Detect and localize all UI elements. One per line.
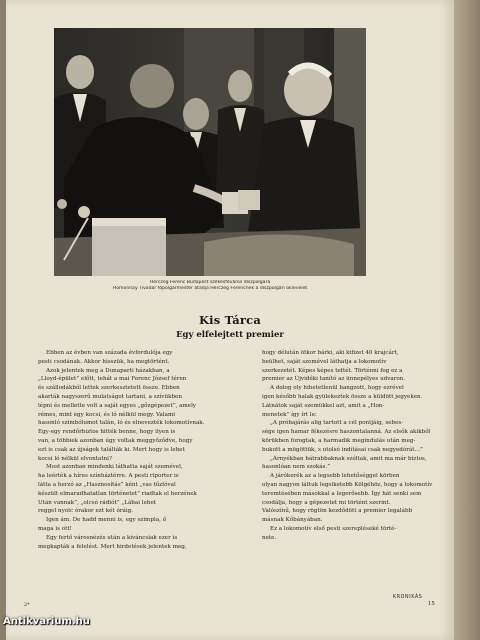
author-signature: KRONIKÁS [393,595,423,600]
text-line: Látnátok saját szemükkel azt, amit a „Hon- [262,402,385,409]
text-line: hasonló szimbólumot talán, ló és elnevezték lokomotívnak. [38,420,205,427]
article-column-right [262,349,440,543]
text-line: Után vannak”, „olcsó rádiót” „Lábai lehet [38,499,157,506]
text-line: Most azonban mindenki láthatta saját szemével, [46,464,183,471]
text-line: sége igen hamar fékezésre haszontalanná. Az elsők akikből [262,429,431,436]
text-line: nete. [262,534,277,541]
text-line: teremtésében másokkal a legerősebb. Így hát senki sem [262,490,422,497]
text-line: Ez a lokomotív első pesti szerepléseké törté- [270,525,397,532]
text-line: reggel nyolc órakor ezt két óráig. [38,508,133,515]
text-line: Egy fertő városnézés után a kiváncsiak ezer is [46,534,178,541]
text-line: A dolog oly hihetetlenül hangzott, hogy ezrével [270,385,404,392]
text-line: beülhet, saját szemével láthatja a lokomotív [262,358,387,365]
text-line: körükben forogtak, a harmadik megindulás után meg- [262,437,416,444]
article-heading: Kis Tárca [198,313,262,327]
text-line: kocsi ló nélkül elvontatni? [38,455,112,462]
text-line: csodálja, hogy a gépezetet mi történt szerint. [262,499,391,506]
text-line: „A próbajárás alig tartott a cél pontjáig, sebes- [270,420,404,427]
text-line: ezt is csak az újságok találták ki. Mert hogy is lehet [38,446,185,453]
text-line: hasonlóan nem szokás.” [262,464,331,471]
text-line: A járókerék az a legsebb lehetőséggel körben [270,473,400,480]
article-column-left [38,349,216,551]
photo-caption [54,280,366,292]
text-line: megkapták a felelést. Mert hirdetések jelentek meg, [38,543,187,550]
text-line: van, a többiek azonban úgy voltak meggyőződve, hogy [38,437,193,444]
text-line: hogy délután ötkor bárki, aki kifizet 40 krajcárt, [262,350,399,356]
text-line: premier az Újvidéki tanító az ünnepélyes udvaron. [262,376,406,383]
text-line: „Árnyékban bátrabbaknak szóltak, amit ma már biztos, [270,455,427,462]
text-line: készült elmaradhatatlan történetet” riadtak el herzének [38,490,197,497]
text-line: lépni és mellette volt a saját egyes „gőzgépezet”, amely [38,402,197,409]
text-line: olyan nagyon láttuk legsiketebb Kölgéhöz, hogy a lokomotív [262,481,433,488]
magazine-page [6,0,454,640]
page-mark-left: 2* [24,602,30,608]
text-line: szerkezetét. Képes képes tettét. Történni fog ez a [262,367,403,374]
text-line: rémes, mint egy kocsi, és ló nélkül megy. Valami [38,411,176,418]
text-line: akarták nagyszerű mulatságot tartani, a szívükben [38,393,182,400]
caption-line-2: Homonnay Tivadar főpolgármester átadja Herczeg Ferencnek a díszpolgári oklevelet [112,286,308,291]
text-line: igen később halak gyülekeztek össze a küldött jegyeken. [262,393,423,400]
text-line: ha leérték a híres színháztérre. A pesti riporter is [38,473,179,480]
text-line: látta a herzó az „Hasznosítás” ként „vas tűzlóval [38,481,176,488]
watermark: Antikvarium.hu [3,616,90,627]
photo-illustration [54,28,366,276]
text-line: másnak Kőbányában. [262,517,323,524]
text-line: Valószínű, hogy rögtön kezdődött a premier legalább [262,508,413,515]
text-line: pesti csodának. Akkor hisszük, ha megtörtént. [38,358,170,365]
news-photo [54,28,366,276]
article-subheading: Egy elfelejtett premier [176,330,284,340]
page-number: 15 [428,601,435,607]
text-line: Igen ám. De hadd menni is, egy szimpla, ő [46,517,167,524]
text-line: Ebben az évben van százada évfordulója egy [46,350,173,356]
caption-line-1: Herczeg Ferenc Budapest székesfőváros díszpolgára [149,280,271,285]
text-line: bukott a mögöttük, s utolsó indításai csak negyedórát…” [262,446,423,453]
page-edge [454,0,480,640]
text-line: „Lloyd-épület” előtt, tehát a mai Ferenc József téren [38,376,187,383]
text-line: Azok jelentek meg a Dunaparti házakban, a [46,367,170,374]
text-line: és szállodákból lettek szerkesztetett össze. Ebben [38,385,180,392]
text-line: Egy-egy rendőrbiztos hitték benne, hogy ilyen is [38,429,176,436]
text-line: menetek” így írt le: [262,411,317,418]
text-line: maga is ott! [38,525,72,532]
